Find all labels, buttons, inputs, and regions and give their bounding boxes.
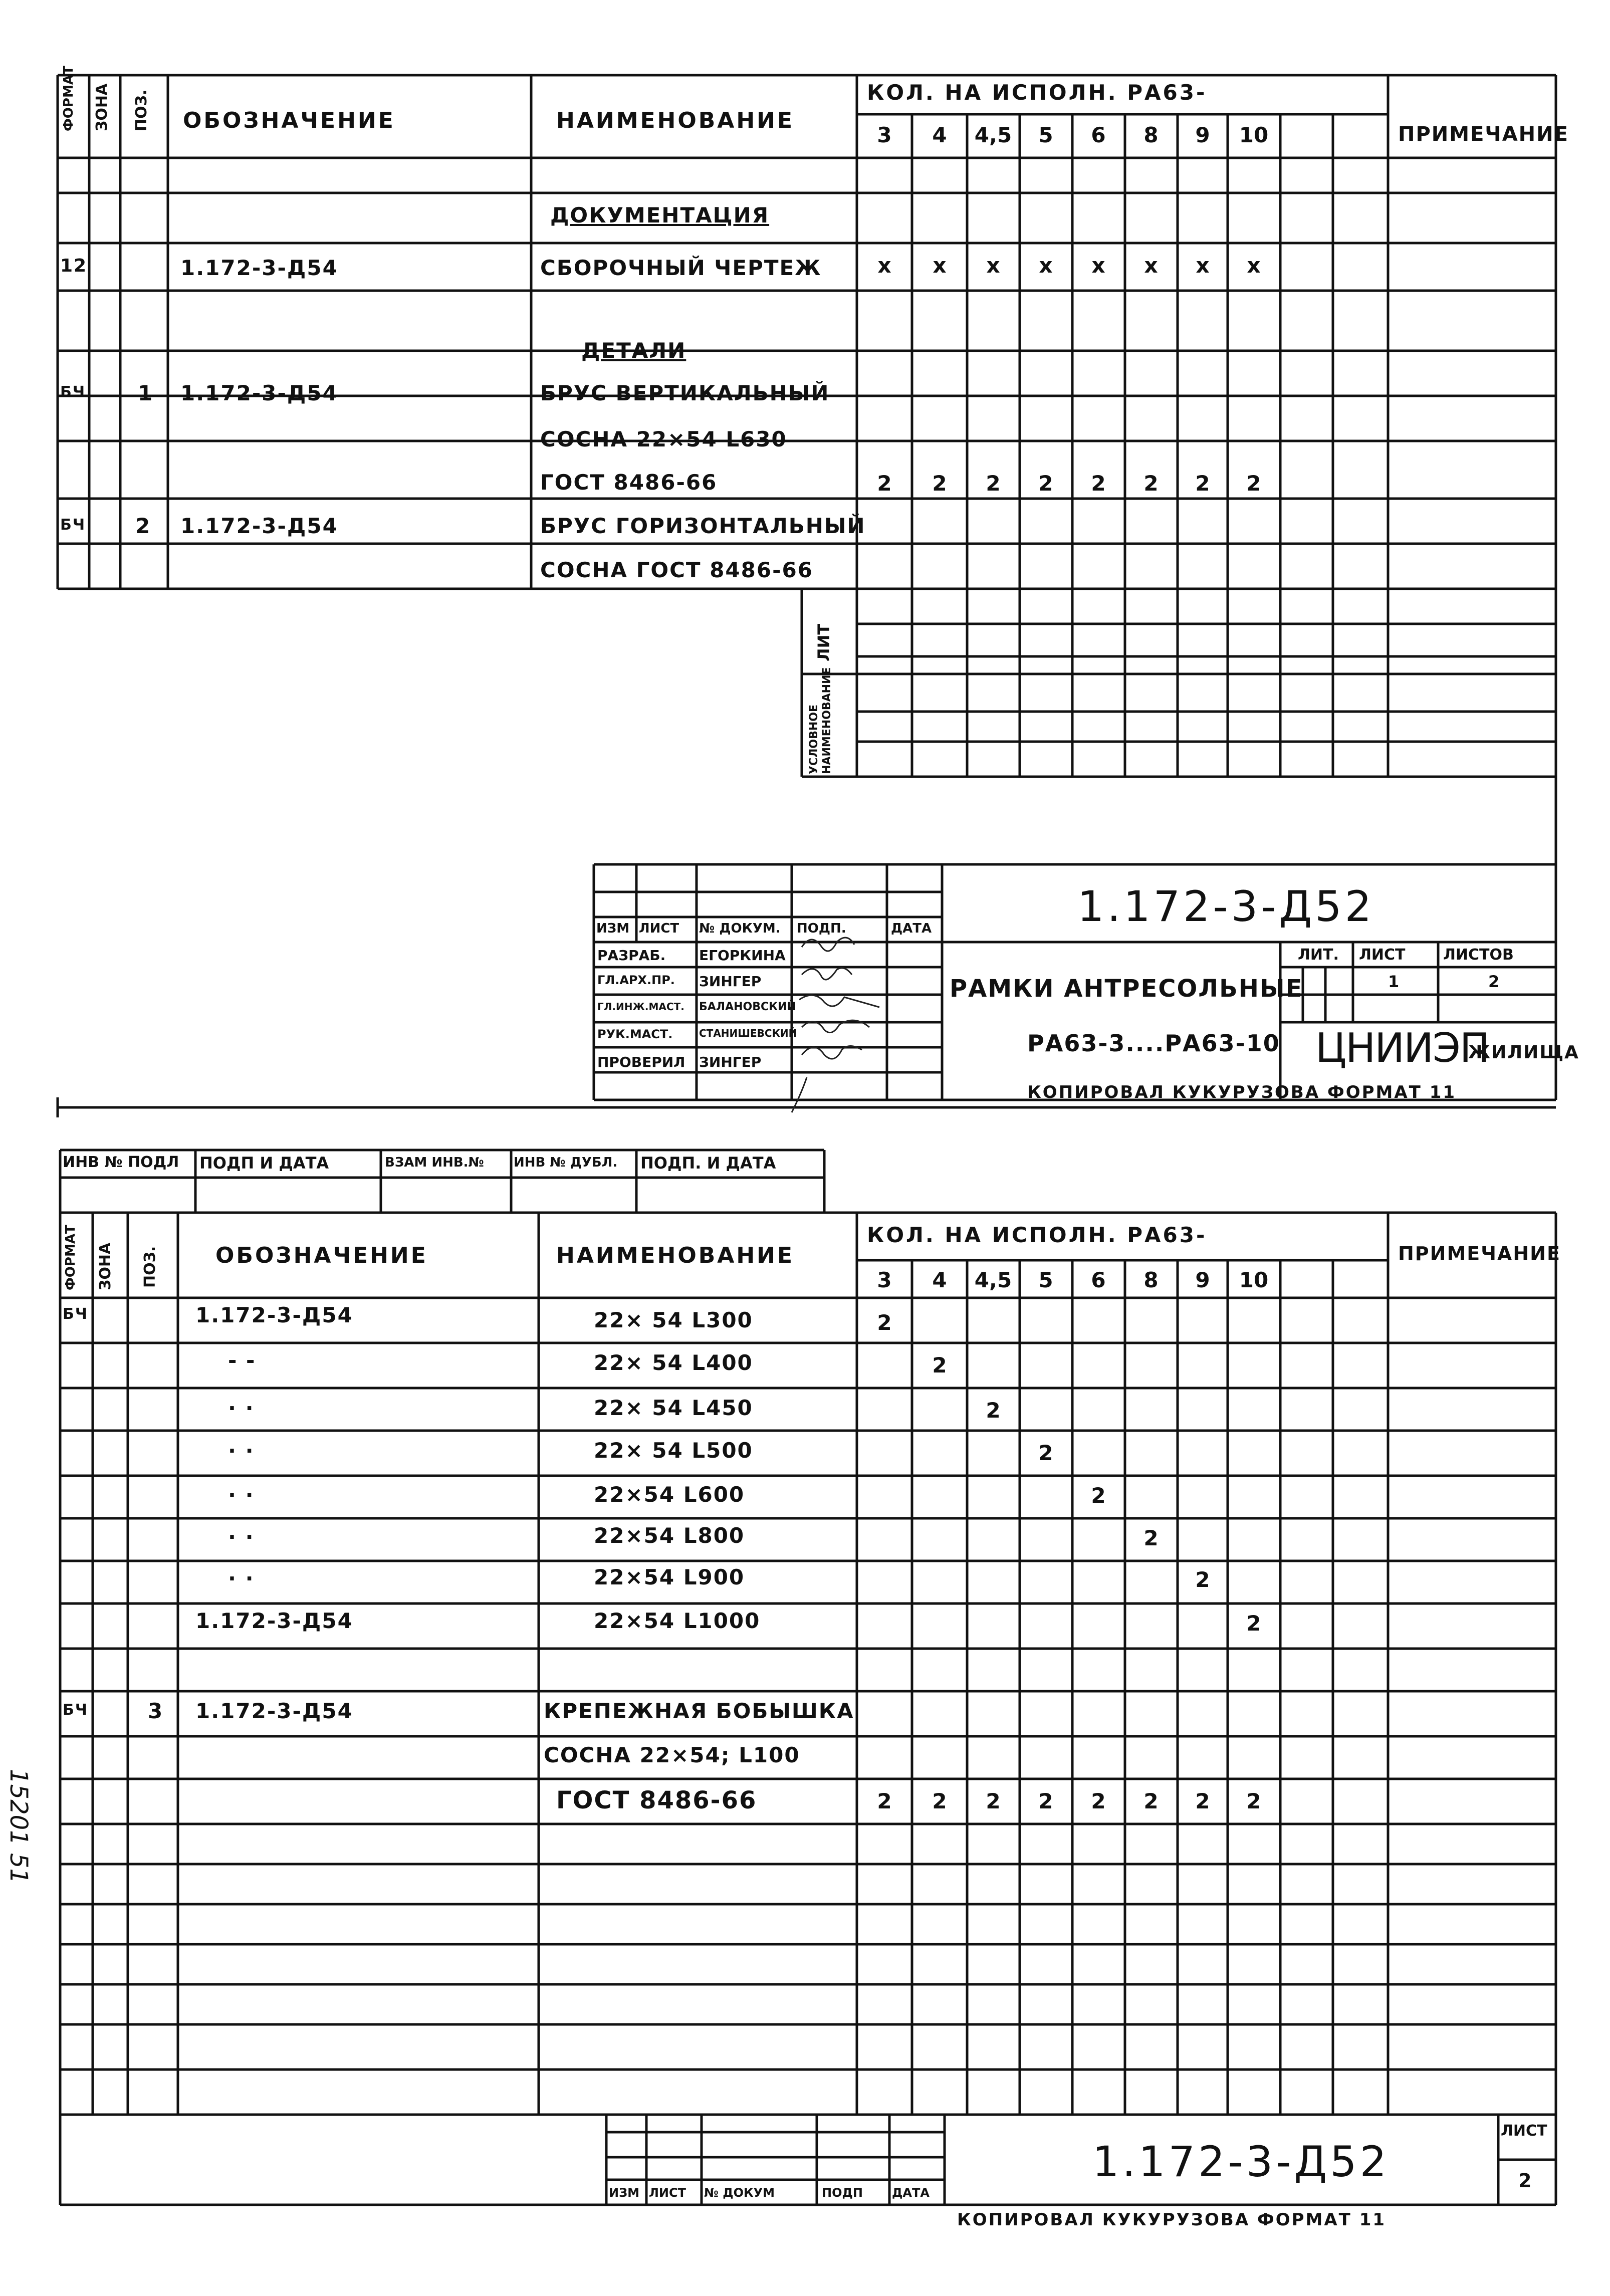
- org-name: ЦНИИЭП: [1315, 1025, 1489, 1071]
- archive-field: ПОДП И ДАТА: [199, 1154, 329, 1173]
- row-pos: 1: [138, 381, 154, 405]
- col-header-qty: КОЛ. НА ИСПОЛН. РА63-: [867, 80, 1207, 105]
- variant-header: 3: [877, 1268, 892, 1292]
- stamp-header: № ДОКУМ.: [699, 921, 781, 936]
- col-header-pos: ПОЗ.: [141, 1246, 159, 1288]
- row-designation: . .: [228, 1433, 255, 1458]
- row-name: СОСНА 22×54; L100: [544, 1743, 800, 1767]
- copy-footer: КОПИРОВАЛ КУКУРУЗОВА ФОРМАТ 11: [1027, 1082, 1457, 1102]
- stamp-header: ДАТА: [892, 2186, 930, 2200]
- row-name: 22×54 L900: [594, 1565, 745, 1589]
- col-header-qty: КОЛ. НА ИСПОЛН. РА63-: [867, 1223, 1207, 1247]
- row-name: СБОРОЧНЫЙ ЧЕРТЕЖ: [540, 256, 822, 280]
- role-label: РУК.МАСТ.: [597, 1027, 673, 1041]
- role-label: ГЛ.ИНЖ.МАСТ.: [597, 1001, 684, 1013]
- row-designation: . .: [228, 1477, 255, 1502]
- role-name: БАЛАНОВСКИЙ: [699, 1001, 796, 1013]
- row-format: 12: [60, 256, 88, 276]
- sheet-label: ЛИСТ: [1359, 946, 1406, 964]
- row-name: ГОСТ 8486-66: [540, 470, 718, 495]
- role-name: ЗИНГЕР: [699, 973, 762, 990]
- role-name: СТАНИШЕВСКИЙ: [699, 1027, 797, 1039]
- col-header-note: ПРИМЕЧАНИЕ: [1398, 123, 1569, 146]
- qty-cell: x: [1039, 253, 1053, 278]
- row-name: 22× 54 L300: [594, 1308, 753, 1332]
- row-designation: 1.172-3-Д54: [195, 1609, 353, 1633]
- qty-cell: x: [986, 253, 1000, 278]
- variant-header: 4: [932, 123, 947, 147]
- lit-label: ЛИТ.: [1298, 946, 1339, 964]
- sheet-label: ЛИСТ: [1501, 2122, 1547, 2140]
- col-header-zone: ЗОНА: [93, 83, 111, 131]
- variant-header: 4,5: [974, 1268, 1012, 1292]
- variant-header: 6: [1091, 123, 1106, 147]
- col-header-format: ФОРМАТ: [61, 66, 76, 131]
- archive-field: ИНВ № ПОДЛ: [63, 1154, 179, 1171]
- row-designation: . .: [228, 1391, 255, 1415]
- qty-cell: x: [1196, 253, 1210, 278]
- qty-cell: 2: [1091, 471, 1106, 496]
- qty-cell: 2: [932, 1789, 947, 1813]
- row-pos: 2: [135, 514, 151, 538]
- side-label-lit: ЛИТ: [814, 623, 833, 661]
- row-format: БЧ: [60, 516, 86, 534]
- row-name: 22× 54 L500: [594, 1438, 753, 1463]
- archive-field: ВЗАМ ИНВ.№: [385, 1155, 484, 1170]
- stamp-header: ИЗМ: [596, 921, 630, 936]
- row-name: 22× 54 L400: [594, 1350, 753, 1375]
- variant-header: 4,5: [974, 123, 1012, 147]
- qty-cell: 2: [1143, 471, 1159, 496]
- row-name: 22×54 L800: [594, 1523, 745, 1548]
- qty-cell: 2: [1038, 471, 1053, 496]
- sheet-number: 1: [1388, 972, 1400, 991]
- qty-cell: 2: [1038, 1789, 1053, 1813]
- variant-header: 10: [1239, 123, 1269, 147]
- drawing-subtitle: РА63-3....РА63-10: [1027, 1030, 1280, 1057]
- role-name: ЕГОРКИНА: [699, 947, 786, 964]
- role-label: РАЗРАБ.: [597, 947, 666, 964]
- qty-cell: x: [877, 253, 891, 278]
- variant-header: 10: [1239, 1268, 1269, 1292]
- qty-cell: 2: [986, 1789, 1001, 1813]
- qty-cell: 2: [1091, 1789, 1106, 1813]
- doc-code: 1.172-3-Д52: [1092, 2137, 1390, 2186]
- row-name: БРУС ВЕРТИКАЛЬНЫЙ: [540, 381, 830, 405]
- variant-header: 4: [932, 1268, 947, 1292]
- row-name: ГОСТ 8486-66: [556, 1786, 757, 1814]
- col-header-zone: ЗОНА: [97, 1242, 114, 1290]
- qty-cell: x: [1247, 253, 1261, 278]
- stamp-header: ИЗМ: [609, 2186, 640, 2200]
- qty-cell: 2: [1246, 1789, 1261, 1813]
- row-name: СОСНА 22×54 L630: [540, 427, 787, 451]
- copy-footer: КОПИРОВАЛ КУКУРУЗОВА ФОРМАТ 11: [957, 2210, 1387, 2230]
- qty-cell: 2: [1038, 1441, 1053, 1465]
- variant-header: 9: [1195, 1268, 1210, 1292]
- qty-cell: 2: [1246, 1611, 1261, 1636]
- qty-cell: 2: [1143, 1526, 1159, 1550]
- org-suffix: ЖИЛИЩА: [1468, 1042, 1579, 1063]
- col-header-designation: ОБОЗНАЧЕНИЕ: [215, 1243, 428, 1268]
- row-format: БЧ: [63, 1701, 89, 1719]
- qty-cell: x: [933, 253, 947, 278]
- row-designation: 1.172-3-Д54: [180, 256, 338, 280]
- qty-cell: 2: [1195, 471, 1210, 496]
- sheets-label: ЛИСТОВ: [1443, 946, 1514, 964]
- archive-field: ПОДП. И ДАТА: [640, 1154, 776, 1173]
- qty-cell: 2: [1246, 471, 1261, 496]
- row-format: БЧ: [60, 383, 86, 401]
- side-label-cond: УСЛОВНОЕ НАИМЕНОВАНИЕ: [808, 667, 833, 774]
- variant-header: 5: [1038, 123, 1053, 147]
- row-name: 22×54 L600: [594, 1482, 745, 1507]
- stamp-header: ПОДП: [822, 2186, 863, 2200]
- variant-header: 8: [1143, 123, 1159, 147]
- qty-cell: 2: [1143, 1789, 1159, 1813]
- col-header-designation: ОБОЗНАЧЕНИЕ: [183, 108, 395, 133]
- qty-cell: 2: [986, 1398, 1001, 1423]
- qty-cell: 2: [1195, 1567, 1210, 1592]
- role-label: ПРОВЕРИЛ: [597, 1054, 685, 1070]
- qty-cell: 2: [932, 471, 947, 496]
- stamp-header: ЛИСТ: [639, 921, 679, 936]
- stamp-header: ДАТА: [891, 921, 932, 936]
- qty-cell: 2: [1091, 1483, 1106, 1508]
- qty-cell: 2: [932, 1353, 947, 1377]
- variant-header: 5: [1038, 1268, 1053, 1292]
- margin-note: 15201 51: [5, 1769, 33, 1884]
- variant-header: 9: [1195, 123, 1210, 147]
- role-label: ГЛ.АРХ.ПР.: [597, 973, 675, 987]
- row-name: КРЕПЕЖНАЯ БОБЫШКА: [544, 1699, 854, 1723]
- qty-cell: 2: [986, 471, 1001, 496]
- drawing-title: РАМКИ АНТРЕСОЛЬНЫЕ: [950, 975, 1303, 1003]
- col-header-name: НАИМЕНОВАНИЕ: [556, 1243, 795, 1268]
- row-name: 22×54 L1000: [594, 1609, 761, 1633]
- doc-code: 1.172-3-Д52: [1077, 882, 1375, 931]
- section-heading: ДЕТАЛИ: [581, 338, 686, 363]
- variant-header: 8: [1143, 1268, 1159, 1292]
- qty-cell: x: [1091, 253, 1105, 278]
- qty-cell: 2: [877, 1789, 892, 1813]
- row-name: БРУС ГОРИЗОНТАЛЬНЫЙ: [540, 514, 866, 538]
- row-designation: . .: [228, 1519, 255, 1544]
- row-designation: 1.172-3-Д54: [180, 514, 338, 538]
- row-designation: 1.172-3-Д54: [195, 1303, 353, 1327]
- row-designation: 1.172-3-Д54: [180, 381, 338, 405]
- sheet-number: 2: [1518, 2170, 1532, 2192]
- variant-header: 3: [877, 123, 892, 147]
- qty-cell: 2: [877, 471, 892, 496]
- qty-cell: x: [1144, 253, 1158, 278]
- col-header-note: ПРИМЕЧАНИЕ: [1398, 1243, 1561, 1265]
- row-name: СОСНА ГОСТ 8486-66: [540, 558, 813, 582]
- stamp-header: ЛИСТ: [649, 2186, 686, 2200]
- col-header-pos: ПОЗ.: [133, 89, 150, 131]
- qty-cell: 2: [877, 1310, 892, 1335]
- col-header-format: ФОРМАТ: [63, 1225, 78, 1290]
- row-designation: 1.172-3-Д54: [195, 1699, 353, 1723]
- archive-field: ИНВ № ДУБЛ.: [514, 1155, 618, 1170]
- stamp-header: ПОДП.: [797, 921, 846, 936]
- stamp-header: № ДОКУМ: [704, 2186, 775, 2200]
- row-pos: 3: [148, 1699, 164, 1723]
- row-designation: - -: [228, 1348, 256, 1372]
- qty-cell: 2: [1195, 1789, 1210, 1813]
- row-name: 22× 54 L450: [594, 1396, 753, 1420]
- row-format: БЧ: [63, 1305, 89, 1323]
- col-header-name: НАИМЕНОВАНИЕ: [556, 108, 795, 133]
- sheets-total: 2: [1488, 972, 1500, 991]
- row-designation: . .: [228, 1561, 255, 1585]
- variant-header: 6: [1091, 1268, 1106, 1292]
- role-name: ЗИНГЕР: [699, 1054, 762, 1070]
- section-heading: ДОКУМЕНТАЦИЯ: [550, 203, 770, 227]
